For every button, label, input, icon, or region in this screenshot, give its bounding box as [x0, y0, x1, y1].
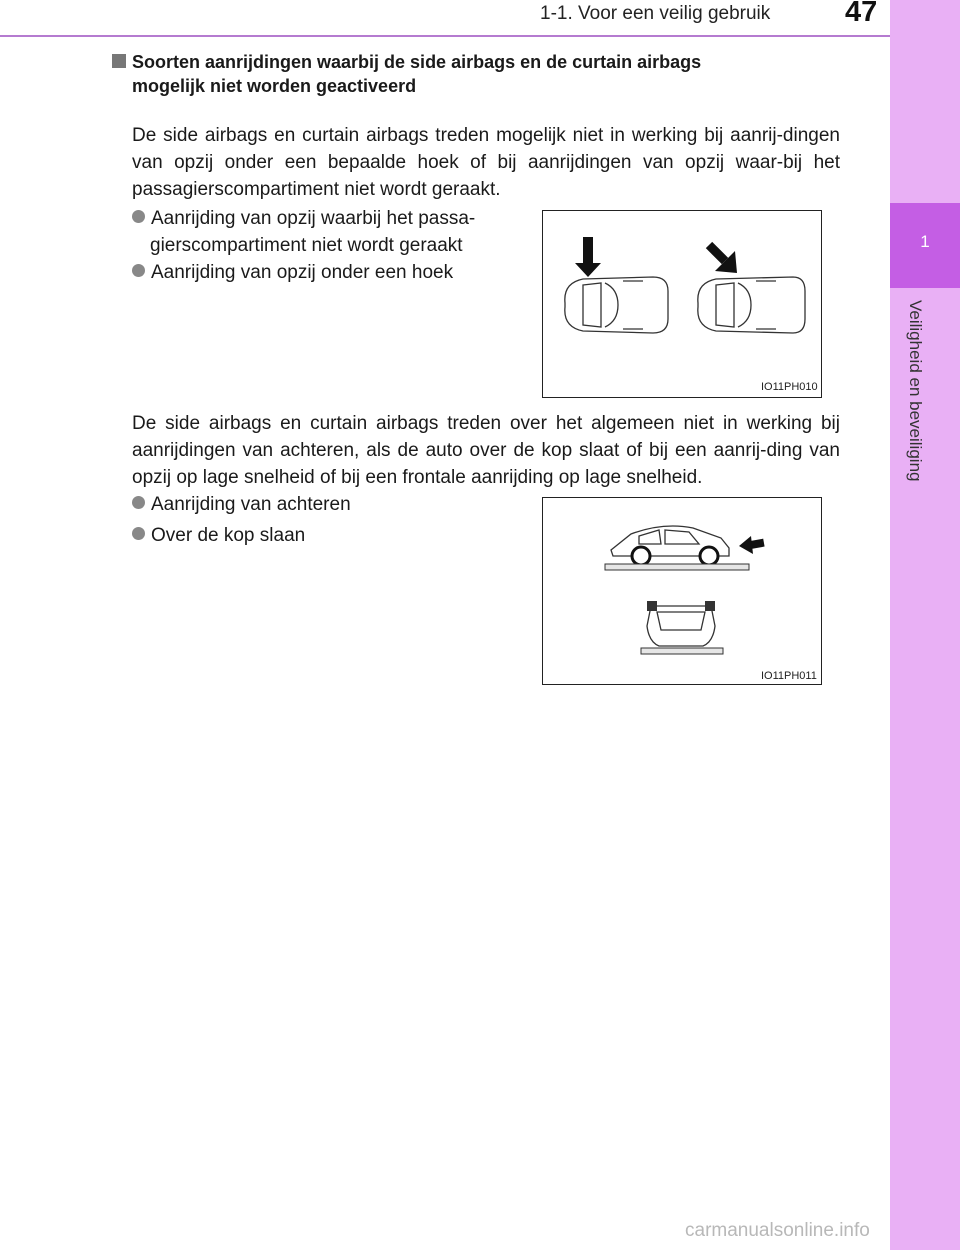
figure-code: IO11PH011	[761, 670, 817, 682]
watermark: carmanualsonline.info	[685, 1220, 870, 1241]
section-heading-line2: mogelijk niet worden geactiveerd	[132, 76, 417, 96]
square-bullet-icon	[112, 54, 126, 68]
figure-side-collision	[542, 210, 822, 398]
list-item-text: Aanrijding van opzij waarbij het passa-	[151, 208, 476, 229]
header-rule	[0, 35, 890, 37]
bullet-dot-icon	[132, 210, 145, 223]
list-item	[132, 522, 522, 549]
list-item	[132, 205, 522, 259]
chapter-side-tab	[890, 0, 960, 1250]
section-heading	[112, 50, 832, 98]
section-heading-line1: Soorten aanrijdingen waarbij de side airbags en de curtain airbags	[132, 52, 702, 72]
page-number: 47	[845, 0, 878, 28]
bullet-dot-icon	[132, 527, 145, 540]
figure-rear-rollover	[542, 497, 822, 685]
bullet-dot-icon	[132, 496, 145, 509]
list-item-text: Aanrijding van achteren	[151, 494, 351, 515]
rear-rollover-illustration	[543, 498, 821, 684]
rear-impact-arrow-icon	[739, 536, 765, 554]
bullet-dot-icon	[132, 264, 145, 277]
chapter-title: Veiligheid en beveiliging	[906, 300, 925, 482]
paragraph-2: De side airbags en curtain airbags treden over het algemeen niet in werking bij aanrijdingen van achteren, als de auto over de kop slaat of bij een aanrij-ding van opzij op lage snelheid of bij een frontale aanrijding op lage snelheid.	[132, 413, 840, 488]
list-item-text: Aanrijding van opzij onder een hoek	[151, 262, 454, 283]
figure-code: IO11PH010	[761, 381, 818, 393]
impact-arrow-icon	[583, 237, 593, 265]
list-item	[132, 491, 522, 518]
running-header: 1-1. Voor een veilig gebruik	[540, 3, 771, 24]
chapter-number: 1	[920, 232, 930, 251]
side-collision-illustration	[543, 211, 821, 397]
list-item	[132, 259, 522, 286]
list-item-text: Over de kop slaan	[151, 525, 306, 546]
angled-impact-arrow-icon	[709, 245, 737, 273]
list-item-text-cont: gierscompartiment niet wordt geraakt	[150, 235, 463, 256]
paragraph-1: De side airbags en curtain airbags treden mogelijk niet in werking bij aanrij-dingen van opzij onder een bepaalde hoek of bij aanrijdingen van opzij waar-bij het passagierscompartiment niet wordt geraakt.	[132, 125, 840, 200]
